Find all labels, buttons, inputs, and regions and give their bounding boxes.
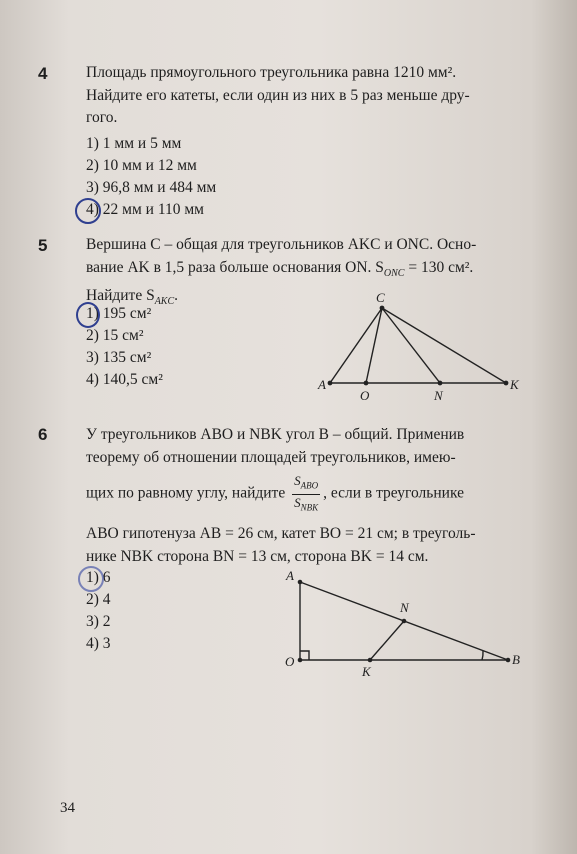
- problem-6-option-3[interactable]: 3) 2: [86, 613, 111, 630]
- problem-6-option-4[interactable]: 4) 3: [86, 635, 111, 652]
- page-number: 34: [60, 800, 75, 816]
- problem-6-option-1[interactable]: 1) 6: [86, 569, 111, 586]
- problem-6-line-2: теорему об отношении площадей треугольников, имею-: [86, 448, 456, 466]
- problem-4-option-2[interactable]: 2) 10 мм и 12 мм: [86, 157, 197, 174]
- problem-4-line-3: гого.: [86, 109, 118, 126]
- problem-5-line-2-tail: = 130 см².: [404, 258, 474, 276]
- problem-5-line-2-text: вание AK в 1,5 раза больше основания ON. S: [86, 258, 384, 276]
- problem-6-line-4: ABO гипотенуза AB = 26 см, катет BO = 21 см; в треуголь-: [86, 525, 476, 543]
- label-o: O: [360, 388, 370, 403]
- problem-6-text: [86, 424, 520, 568]
- problem-6-line-3-post: , если в треугольнике: [323, 484, 464, 502]
- label-k: K: [362, 664, 371, 679]
- label-n: N: [400, 600, 409, 615]
- fraction-denominator: $S_{NBK}$: [294, 494, 319, 513]
- side-ck: [382, 308, 506, 383]
- segment-kn: [370, 621, 404, 660]
- problem-6-option-2[interactable]: 2) 4: [86, 591, 111, 608]
- problem-5-line-2-sub: ONC: [383, 267, 405, 279]
- angle-b-arc: [482, 651, 483, 660]
- label-n: N: [434, 388, 443, 403]
- answer-circle-mark: [78, 566, 104, 592]
- problem-5-line-2: [86, 257, 520, 286]
- problem-5-line-1: Вершина C – общая для треугольников AKC и ONC. Осно-: [86, 236, 477, 253]
- problem-5-line-3-text: Найдите S: [86, 287, 155, 305]
- label-o: O: [285, 654, 295, 669]
- problem-5-option-1[interactable]: 1) 195 см²: [86, 305, 152, 322]
- problem-4-number: 4: [38, 64, 48, 83]
- label-b: B: [512, 652, 520, 667]
- problem-5-line-3-sub: AKC: [154, 296, 175, 308]
- problem-4-option-3[interactable]: 3) 96,8 мм и 484 мм: [86, 179, 217, 196]
- problem-4-line-2: Найдите его катеты, если один из них в 5 раз меньше дру-: [86, 86, 470, 104]
- ratio-fraction: [292, 473, 320, 515]
- answer-circle-mark: [76, 302, 100, 328]
- problem-5-option-2[interactable]: 2) 15 см²: [86, 327, 144, 344]
- label-k: K: [510, 377, 519, 392]
- problem-6-number: 6: [38, 425, 48, 444]
- problem-5-number: 5: [38, 236, 48, 255]
- fraction-numerator: $S_{ABO}$: [292, 473, 320, 495]
- triangle-figure-akc: [310, 288, 530, 406]
- label-c: C: [376, 290, 385, 305]
- problem-4-text: [86, 62, 520, 130]
- problem-4-option-4[interactable]: 4) 22 мм и 110 мм: [86, 201, 204, 218]
- problem-5-option-3[interactable]: 3) 135 см²: [86, 349, 152, 366]
- problem-6-line-3: [86, 473, 520, 515]
- problem-6-line-3-pre: щих по равному углу, найдите: [86, 484, 286, 502]
- problem-5-option-4[interactable]: 4) 140,5 см²: [86, 371, 163, 388]
- answer-circle-mark: [75, 198, 101, 224]
- problem-6-line-5: нике NBK сторона BN = 13 см, сторона BK = 14 см.: [86, 547, 429, 565]
- problem-5-line-3-tail: .: [174, 287, 179, 305]
- problem-4-option-1[interactable]: 1) 1 мм и 5 мм: [86, 135, 182, 152]
- segment-cn: [382, 308, 440, 383]
- right-triangle-figure-abo: [282, 566, 532, 682]
- label-a: A: [318, 377, 326, 392]
- problem-6-line-1: У треугольников ABO и NBK угол B – общий. Применив: [86, 426, 465, 443]
- problem-4-line-1: Площадь прямоугольного треугольника равна 1210 мм².: [86, 64, 457, 81]
- label-a: A: [286, 568, 294, 583]
